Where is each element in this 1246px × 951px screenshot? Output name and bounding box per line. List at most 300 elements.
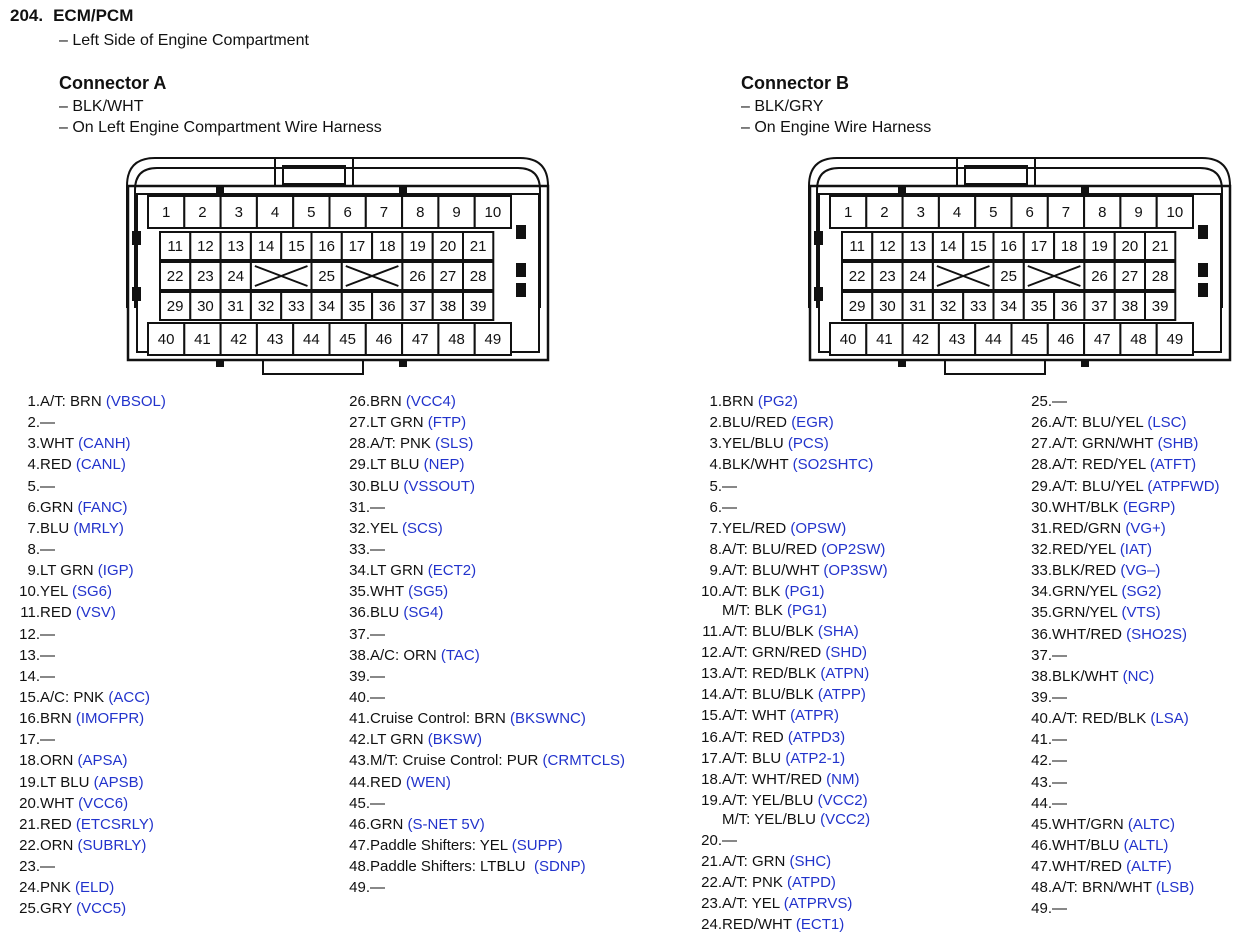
- wire-color: YEL: [370, 519, 402, 537]
- pin-number: 7: [379, 204, 389, 221]
- wire-color: GRN: [370, 815, 408, 833]
- wire-color: A/C: ORN: [370, 646, 441, 664]
- pinout-number: 12.: [701, 644, 722, 662]
- wire-color: A/T: BLU/WHT: [722, 562, 824, 580]
- pinout-number: 30.: [1031, 498, 1052, 516]
- bottom-tab: [263, 360, 363, 374]
- pinout-item: [1022, 856, 1242, 877]
- pin-number: 6: [343, 204, 352, 221]
- wire-color: M/T: Cruise Control: PUR: [370, 752, 543, 770]
- pinout-list-b-right: [1022, 391, 1242, 920]
- wire-color: A/T: RED/BLK: [1052, 710, 1151, 728]
- wire-color: BLK/WHT: [1052, 667, 1123, 685]
- wire-color: —: [1052, 688, 1067, 706]
- pinout-item: [1022, 729, 1242, 750]
- wire-color: RED/YEL: [1052, 540, 1120, 558]
- pinout-number: 2.: [709, 414, 722, 432]
- pinout-item: [340, 497, 670, 518]
- pinout-number: 43.: [1031, 773, 1052, 791]
- signal-name: (IGP): [97, 562, 134, 580]
- side-key: [517, 226, 525, 238]
- wire-color: —: [370, 498, 385, 516]
- wire-color: PNK: [40, 879, 76, 897]
- pin-number: 35: [348, 298, 366, 315]
- pinout-item: [1022, 750, 1242, 771]
- pin-number: 40: [157, 331, 175, 348]
- pin-number: 13: [227, 238, 245, 255]
- side-key: [133, 232, 140, 244]
- pin-number: 16: [318, 238, 335, 255]
- pinout-number: 5.: [27, 477, 40, 495]
- pinout-item: [10, 793, 330, 814]
- wire-color: —: [370, 625, 385, 643]
- signal-name: (ELD): [75, 879, 115, 897]
- pinout-item: [340, 666, 670, 687]
- pinout-item: [10, 814, 330, 835]
- pin-number: 11: [849, 238, 865, 255]
- pin-number: 24: [227, 268, 245, 285]
- pinout-item: [1022, 454, 1242, 475]
- pinout-item: [692, 811, 1012, 830]
- wire-color: A/T: BRN/WHT: [1052, 879, 1156, 897]
- pinout-item: [692, 684, 1012, 705]
- pin-number: 43: [948, 331, 966, 348]
- wire-color: RED: [40, 456, 76, 474]
- side-key: [1199, 226, 1207, 238]
- pinout-item: [692, 581, 1012, 602]
- pinout-item: [1022, 433, 1242, 454]
- signal-name: (S-NET 5V): [407, 815, 485, 833]
- pinout-number: 25.: [19, 900, 40, 918]
- wire-color: ORN: [40, 836, 78, 854]
- signal-name: (WEN): [405, 773, 451, 791]
- pinout-item: [1022, 581, 1242, 602]
- signal-name: (SHA): [817, 622, 859, 640]
- wire-color: LT GRN: [370, 562, 428, 580]
- pinout-item: [10, 539, 330, 560]
- pinout-number: 27.: [1031, 435, 1052, 453]
- pin-number: 6: [1025, 204, 1034, 221]
- pinout-item: [10, 898, 330, 919]
- signal-name: (APSA): [77, 752, 128, 770]
- pinout-item: [692, 893, 1012, 914]
- pin-number: 14: [939, 238, 957, 255]
- pin-number: 44: [985, 331, 1002, 348]
- wire-color: —: [1052, 773, 1067, 791]
- connector-a-harness: – On Left Engine Compartment Wire Harness: [59, 119, 382, 136]
- connector-a-color: – BLK/WHT: [59, 98, 144, 115]
- wire-color: YEL/BLU: [722, 435, 788, 453]
- pin-number: 28: [469, 268, 487, 285]
- section-number: 204.: [10, 6, 44, 25]
- signal-name: (FTP): [427, 414, 467, 432]
- pin-number: 30: [197, 298, 214, 315]
- pinout-number: 13.: [701, 665, 722, 683]
- pinout-list-b-left: [692, 391, 1012, 935]
- pinout-item: [692, 642, 1012, 663]
- pinout-item: [340, 602, 670, 623]
- signal-name: (PCS): [787, 435, 829, 453]
- wire-color: A/T: PNK: [722, 873, 788, 891]
- signal-name: (IAT): [1119, 540, 1153, 558]
- pin-number: 22: [848, 268, 866, 285]
- pinout-item: [340, 856, 670, 877]
- signal-name: (PG1): [784, 583, 825, 601]
- pinout-item: [692, 560, 1012, 581]
- signal-name: (VCC6): [78, 794, 129, 812]
- pinout-item: [1022, 772, 1242, 793]
- pinout-number: 40.: [1031, 710, 1052, 728]
- pin-number: 45: [1021, 331, 1038, 348]
- wire-color: ORN: [40, 752, 78, 770]
- pin-number: 46: [375, 331, 393, 348]
- section-title: ECM/PCM: [53, 6, 134, 25]
- pinout-item: [1022, 476, 1242, 497]
- pin-number: 26: [1091, 268, 1108, 285]
- signal-name: (ATPP): [817, 686, 866, 704]
- pinout-number: 44.: [349, 773, 370, 791]
- pinout-item: [340, 539, 670, 560]
- pin-number: 41: [194, 331, 211, 348]
- pinout-item: [340, 433, 670, 454]
- pinout-number: 37.: [1031, 646, 1052, 664]
- pinout-item: [692, 518, 1012, 539]
- wire-color: YEL/RED: [722, 519, 791, 537]
- wire-color: RED: [40, 604, 76, 622]
- pinout-number: 36.: [1031, 625, 1052, 643]
- wire-color: A/T: PNK: [370, 435, 436, 453]
- wire-color: A/T: YEL: [722, 895, 784, 913]
- wire-color: BLU: [370, 477, 404, 495]
- bottom-tab: [945, 360, 1045, 374]
- signal-name: (ATPD3): [787, 728, 846, 746]
- wire-color: A/T: GRN/RED: [722, 644, 826, 662]
- pin-number: 34: [1000, 298, 1017, 315]
- notch: [217, 186, 223, 192]
- pinout-item: [692, 705, 1012, 726]
- pinout-number: 15.: [19, 688, 40, 706]
- wire-color: BRN: [722, 393, 758, 410]
- signal-name: (SHO2S): [1126, 625, 1188, 643]
- signal-name: (LSA): [1150, 710, 1189, 728]
- pinout-item: [1022, 814, 1242, 835]
- signal-name: (ALTF): [1126, 858, 1172, 876]
- wire-color: —: [722, 498, 737, 516]
- pin-number: 1: [843, 204, 853, 221]
- signal-name: (ETCSRLY): [75, 815, 154, 833]
- signal-name: (BKSWNC): [510, 710, 586, 728]
- signal-name: (SHC): [789, 852, 832, 870]
- signal-name: (TAC): [440, 646, 480, 664]
- wire-color: —: [1052, 900, 1067, 918]
- pin-number: 27: [439, 268, 457, 285]
- pinout-list-a-left: [10, 391, 330, 920]
- pin-number: 5: [307, 204, 316, 221]
- pinout-item: [10, 772, 330, 793]
- pin-number: 38: [1121, 298, 1139, 315]
- pin-number: 20: [1121, 238, 1139, 255]
- pinout-number: 45.: [1031, 815, 1052, 833]
- pinout-number: 22.: [701, 873, 722, 891]
- pinout-number: 14.: [701, 686, 722, 704]
- notch: [899, 360, 905, 366]
- wire-color: A/T: BLK: [722, 583, 785, 601]
- pinout-item: [10, 877, 330, 898]
- side-key: [517, 264, 525, 276]
- signal-name: (ALTC): [1127, 815, 1176, 833]
- pin-number: 14: [257, 238, 275, 255]
- connector-a-diagram: [105, 152, 555, 378]
- notch: [400, 360, 406, 366]
- pinout-number: 29.: [349, 456, 370, 474]
- pinout-number: 32.: [349, 519, 370, 537]
- connector-b-diagram: [787, 152, 1237, 378]
- pin-number: 39: [469, 298, 487, 315]
- pinout-number: 47.: [1031, 858, 1052, 876]
- pin-number: 32: [257, 298, 275, 315]
- page-title: [10, 6, 133, 26]
- wire-color: —: [722, 477, 737, 495]
- pinout-item: [340, 518, 670, 539]
- wire-color: LT BLU: [370, 456, 424, 474]
- pinout-item: [1022, 835, 1242, 856]
- pinout-number: 27.: [349, 414, 370, 432]
- pinout-item: [692, 497, 1012, 518]
- signal-name: (ATPD): [787, 873, 836, 891]
- pin-number: 20: [439, 238, 457, 255]
- pinout-number: 4.: [27, 456, 40, 474]
- wire-color: A/T: GRN: [722, 852, 790, 870]
- pinout-item: [692, 663, 1012, 684]
- pin-number: 27: [1121, 268, 1139, 285]
- pin-number: 21: [469, 238, 487, 255]
- pin-number: 28: [1151, 268, 1169, 285]
- pinout-item: [340, 645, 670, 666]
- pin-number: 49: [1166, 331, 1184, 348]
- pin-number: 29: [848, 298, 866, 315]
- wire-color: A/T: RED/BLK: [722, 665, 821, 683]
- pin-number: 18: [378, 238, 396, 255]
- signal-name: (EGR): [791, 414, 834, 432]
- wire-color: —: [40, 731, 55, 749]
- pinout-number: 21.: [701, 852, 722, 870]
- pinout-number: 7.: [27, 519, 40, 537]
- pin-number: 41: [876, 331, 893, 348]
- wire-color: WHT/RED: [1052, 625, 1127, 643]
- pin-number: 36: [378, 298, 396, 315]
- wire-color: —: [1052, 794, 1067, 812]
- pinout-item: [692, 830, 1012, 851]
- pinout-number: 38.: [1031, 667, 1052, 685]
- pin-number: 36: [1060, 298, 1078, 315]
- pin-number: 24: [909, 268, 927, 285]
- wire-color: —: [40, 625, 55, 643]
- notch: [1082, 360, 1088, 366]
- pinout-item: [692, 433, 1012, 454]
- signal-name: (NEP): [423, 456, 465, 474]
- pinout-number: 13.: [19, 646, 40, 664]
- wire-color: LT GRN: [370, 414, 428, 432]
- side-key: [133, 288, 140, 300]
- signal-name: (ALTL): [1123, 836, 1169, 854]
- pinout-number: 33.: [349, 540, 370, 558]
- pinout-number: 23.: [19, 858, 40, 876]
- pinout-number: 21.: [19, 815, 40, 833]
- pin-number: 25: [318, 268, 335, 285]
- pin-number: 42: [230, 331, 248, 348]
- signal-name: (VCC4): [405, 393, 456, 410]
- wire-color: —: [370, 879, 385, 897]
- pinout-item: [692, 621, 1012, 642]
- wire-color: —: [1052, 752, 1067, 770]
- pinout-item: [340, 750, 670, 771]
- wire-color: GRN/YEL: [1052, 604, 1122, 622]
- pin-number: 8: [416, 204, 425, 221]
- pin-number: 16: [1000, 238, 1017, 255]
- pinout-item: [1022, 666, 1242, 687]
- pin-number: 19: [409, 238, 426, 255]
- signal-name: (APSB): [93, 773, 144, 791]
- pinout-number: 48.: [1031, 879, 1052, 897]
- pin-number: 29: [166, 298, 184, 315]
- pin-cavities: [830, 196, 1193, 355]
- wire-color: A/T: WHT/RED: [722, 770, 827, 788]
- pinout-item: [10, 454, 330, 475]
- wire-color: WHT/BLK: [1052, 498, 1123, 516]
- pinout-item: [340, 687, 670, 708]
- pinout-number: 3.: [709, 435, 722, 453]
- pinout-item: [692, 851, 1012, 872]
- pinout-number: 39.: [1031, 688, 1052, 706]
- signal-name: (SHB): [1157, 435, 1199, 453]
- pinout-item: [1022, 412, 1242, 433]
- pinout-item: [1022, 391, 1242, 412]
- signal-name: (NM): [826, 770, 860, 788]
- pin-number: 3: [234, 204, 243, 221]
- wire-color: A/T: BLU/YEL: [1052, 414, 1148, 432]
- wire-color: GRN: [40, 498, 78, 516]
- pinout-number: 18.: [701, 770, 722, 788]
- pinout-item: [692, 769, 1012, 790]
- signal-name: (VTS): [1121, 604, 1161, 622]
- signal-name: (VBSOL): [105, 393, 166, 410]
- pinout-number: 33.: [1031, 562, 1052, 580]
- signal-name: (VCC2): [820, 811, 871, 829]
- pin-number: 25: [1000, 268, 1017, 285]
- wire-color: —: [722, 831, 737, 849]
- wire-color: A/T: RED: [722, 728, 788, 746]
- pinout-number: 10.: [701, 583, 722, 601]
- wire-color: —: [40, 414, 55, 432]
- signal-name: (LSB): [1155, 879, 1195, 897]
- signal-name: (SCS): [401, 519, 443, 537]
- pinout-number: 42.: [349, 731, 370, 749]
- pinout-item: [1022, 560, 1242, 581]
- pinout-item: [340, 454, 670, 475]
- pinout-number: 16.: [701, 728, 722, 746]
- wire-color: —: [370, 688, 385, 706]
- pinout-item: [10, 645, 330, 666]
- pinout-number: 20.: [19, 794, 40, 812]
- signal-name: (ECT2): [427, 562, 477, 580]
- pin-number: 8: [1098, 204, 1107, 221]
- pinout-item: [10, 666, 330, 687]
- pin-number: 48: [448, 331, 465, 348]
- wire-color: A/T: BLU/RED: [722, 540, 822, 558]
- wire-color: LT BLU: [40, 773, 94, 791]
- signal-name: (PG1): [787, 602, 828, 620]
- pinout-number: 15.: [701, 707, 722, 725]
- signal-name: (SLS): [435, 435, 474, 453]
- wire-color: BRN: [370, 393, 406, 410]
- side-key: [1199, 284, 1207, 296]
- wire-color: GRY: [40, 900, 77, 918]
- pinout-number: 41.: [1031, 731, 1052, 749]
- wire-color: GRN/YEL: [1052, 583, 1122, 601]
- pin-number: 26: [409, 268, 426, 285]
- pinout-list-a-right: [340, 391, 670, 898]
- pin-number: 40: [839, 331, 857, 348]
- pin-number: 15: [970, 238, 987, 255]
- pinout-item: [340, 877, 670, 898]
- wire-color: —: [1052, 731, 1067, 749]
- pinout-number: 14.: [19, 667, 40, 685]
- pinout-item: [10, 497, 330, 518]
- wire-color: A/T: BLU/BLK: [722, 686, 818, 704]
- latch: [957, 158, 1035, 186]
- pinout-item: [340, 814, 670, 835]
- wire-color: M/T: BLK: [722, 602, 788, 620]
- pin-number: 1: [161, 204, 171, 221]
- pinout-item: [10, 412, 330, 433]
- signal-name: (SHD): [825, 644, 868, 662]
- signal-name: (PG2): [757, 393, 798, 410]
- pinout-item: [10, 729, 330, 750]
- pin-number: 35: [1030, 298, 1048, 315]
- wire-color: A/T: BLU/BLK: [722, 622, 818, 640]
- pinout-number: 28.: [1031, 456, 1052, 474]
- pinout-number: 3.: [27, 435, 40, 453]
- pinout-number: 46.: [1031, 836, 1052, 854]
- pinout-item: [692, 391, 1012, 412]
- wire-color: A/T: BRN: [40, 393, 106, 410]
- pinout-item: [340, 581, 670, 602]
- pinout-item: [1022, 518, 1242, 539]
- wire-color: A/T: YEL/BLU: [722, 792, 818, 810]
- pinout-number: 38.: [349, 646, 370, 664]
- signal-name: (OP2SW): [821, 540, 886, 558]
- pinout-number: 23.: [701, 895, 722, 913]
- pinout-number: 22.: [19, 836, 40, 854]
- side-key: [815, 288, 822, 300]
- signal-name: (SUPP): [511, 836, 563, 854]
- wire-color: —: [40, 477, 55, 495]
- pin-number: 22: [166, 268, 184, 285]
- wire-color: RED/WHT: [722, 916, 796, 934]
- pin-number: 31: [909, 298, 927, 315]
- pinout-number: 31.: [349, 498, 370, 516]
- pin-number: 48: [1130, 331, 1147, 348]
- wire-color: RED: [40, 815, 76, 833]
- pin-number: 30: [879, 298, 896, 315]
- signal-name: (SO2SHTC): [792, 456, 874, 474]
- pinout-item: [10, 602, 330, 623]
- pinout-item: [692, 872, 1012, 893]
- pin-number: 9: [1134, 204, 1143, 221]
- pin-number: 7: [1061, 204, 1071, 221]
- pinout-number: 40.: [349, 688, 370, 706]
- pinout-item: [10, 518, 330, 539]
